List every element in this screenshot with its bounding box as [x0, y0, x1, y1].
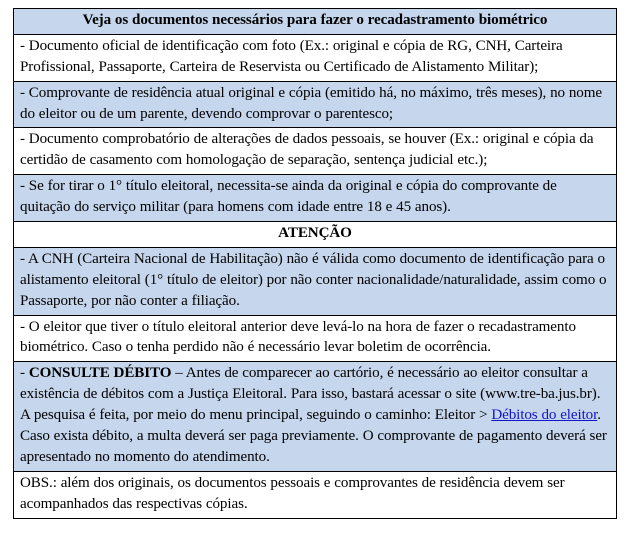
obs-text: OBS.: além dos originais, os documentos pessoais e comprovantes de residência devem ser acompanhados das respectivas cópias.: [20, 474, 565, 512]
debitos-do-eleitor-link[interactable]: Débitos do eleitor: [491, 407, 598, 424]
cell-alteracoes-dados: [14, 128, 617, 175]
document-title: Veja os documentos necessários para fazer o recadastramento biométrico: [82, 12, 548, 28]
table-body: [14, 9, 617, 519]
table-row-titulo-anterior: [14, 315, 617, 362]
titulo-anterior-text: - O eleitor que tiver o título eleitoral anterior deve levá-lo na hora de fazer o recadastramento biométrico. Caso o tenha perdido não é necessário levar boletim de ocorrência.: [20, 318, 576, 356]
cnh-nao-valida-text: - A CNH (Carteira Nacional de Habilitação) não é válida como documento de identificação para o alistamento eleitoral (1° título de eleitor) por não conter nacionalidade/naturalidade, assim como o Passaporte, por não conter a filiação.: [20, 250, 607, 309]
table-row-primeiro-titulo: [14, 175, 617, 222]
table-row-atencao: [14, 222, 617, 248]
consulte-debito-label: CONSULTE DÉBITO: [28, 365, 172, 382]
table-row-obs: [14, 471, 617, 518]
cell-obs: [14, 471, 617, 518]
cell-titulo-anterior: [14, 315, 617, 362]
table-row-documento-oficial: [14, 34, 617, 81]
alteracoes-dados-text: - Documento comprobatório de alterações de dados pessoais, se houver (Ex.: original e cópia da certidão de casamento com homologação de separação, sentença judicial etc.);: [20, 131, 594, 169]
cell-title: [14, 9, 617, 35]
cell-documento-oficial: [14, 34, 617, 81]
table-row-title: [14, 9, 617, 35]
cell-cnh-nao-valida: [14, 247, 617, 315]
requirements-table: [13, 8, 617, 519]
primeiro-titulo-text: - Se for tirar o 1° título eleitoral, necessita-se ainda da original e cópia do comprovante de quitação do serviço militar (para homens com idade entre 18 e 45 anos).: [20, 178, 557, 216]
consulte-debito-text: [20, 363, 610, 467]
consulte-debito-run-0: -: [20, 365, 29, 382]
documento-oficial-text: - Documento oficial de identificação com foto (Ex.: original e cópia de RG, CNH, Carteira Profissional, Passaporte, Carteira de Reservista ou Certificado de Alistamento Militar);: [20, 37, 563, 75]
comprovante-residencia-text: - Comprovante de residência atual original e cópia (emitido há, no máximo, três meses), no nome do eleitor ou de um parente, devendo comprovar o parentesco;: [20, 84, 602, 122]
consulte-debito-run-2: – Antes de comparecer ao cartório, é necessário ao eleitor consultar a existência de débitos com a Justiça Eleitoral. Para isso, bastará acessar o site (www.tre-ba.jus.br). A pesquisa é feita, por meio do menu principal, seguindo o caminho: Eleitor >: [20, 365, 601, 424]
table-row-comprovante-residencia: [14, 81, 617, 128]
table-row-cnh-nao-valida: [14, 247, 617, 315]
attention-heading: ATENÇÃO: [278, 225, 352, 242]
table-row-consulte-debito: [14, 362, 617, 471]
cell-consulte-debito: [14, 362, 617, 471]
cell-comprovante-residencia: [14, 81, 617, 128]
table-row-alteracoes-dados: [14, 128, 617, 175]
consulte-debito-run-4: . Caso exista débito, a multa deverá ser paga previamente. O comprovante de pagamento deverá ser apresentado no momento do atendimento.: [20, 407, 607, 465]
cell-primeiro-titulo: [14, 175, 617, 222]
cell-atencao: [14, 222, 617, 248]
